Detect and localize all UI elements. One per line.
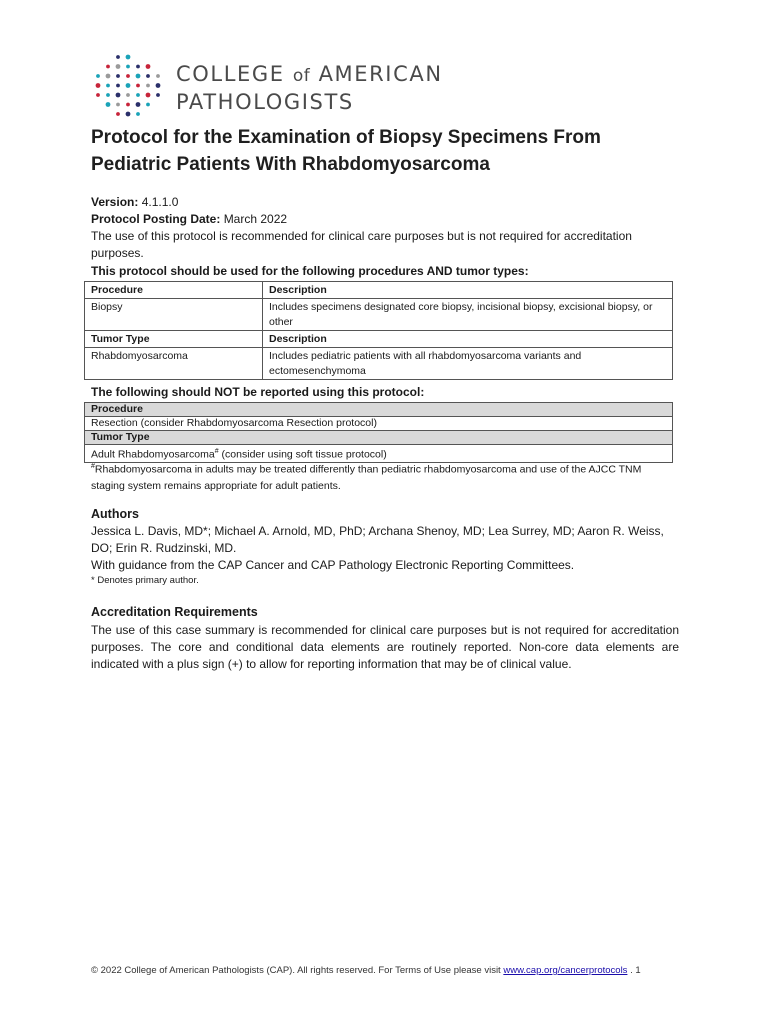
logo-dot <box>146 84 150 88</box>
logo-dot <box>126 103 130 107</box>
table-header-row <box>85 403 673 417</box>
version-value: 4.1.1.0 <box>141 195 179 209</box>
logo-dot <box>146 74 150 78</box>
exclusions-table <box>84 402 673 463</box>
logo-dot <box>116 103 120 107</box>
title-line-2: Pediatric Patients With Rhabdomyosarcoma <box>91 154 490 175</box>
protocol-meta <box>91 194 691 262</box>
exclusion-text: Adult Rhabdomyosarcoma <box>91 448 215 461</box>
posting-date-value: March 2022 <box>223 212 288 226</box>
cap-logo-dots <box>92 52 164 120</box>
logo-dot <box>116 74 120 78</box>
logo-dot <box>106 84 110 88</box>
logo-dot <box>96 83 101 88</box>
table-cell: Rhabdomyosarcoma <box>85 348 263 380</box>
table-row <box>85 299 673 331</box>
procedures-table <box>84 281 673 380</box>
copyright-text: © 2022 College of American Pathologists (CAP). All rights reserved. For Terms of Use please visit <box>91 965 504 976</box>
logo-word-college: COLLEGE <box>176 62 285 86</box>
exclusions-heading: The following should NOT be reported using this protocol: <box>91 385 425 399</box>
header-cell: Procedure <box>85 403 673 417</box>
logo-word-of: of <box>292 66 311 86</box>
logo-dot <box>106 65 110 69</box>
logo-dot <box>146 103 150 107</box>
authors-block <box>91 523 666 588</box>
logo-dot <box>146 93 151 98</box>
logo-dot <box>156 74 160 78</box>
logo-dot <box>116 112 120 116</box>
accreditation-text: The use of this case summary is recommended for clinical care purposes but is not required for accreditation purposes. The core and conditional data elements are routinely reported. Non-core data elements are indicated with a plus sign (+) to allow for reporting information that may be of clinical value. <box>91 623 679 671</box>
header-cell: Procedure <box>85 282 263 299</box>
table-header-row <box>85 331 673 348</box>
logo-dot <box>116 55 120 59</box>
logo-dot <box>126 65 130 69</box>
table-header-row <box>85 431 673 445</box>
exclusion-text-suffix: (consider using soft tissue protocol) <box>218 448 387 461</box>
logo-dot <box>136 84 140 88</box>
logo-word-pathologists: PATHOLOGISTS <box>176 90 354 114</box>
procedures-heading: This protocol should be used for the following procedures AND tumor types: <box>91 264 529 278</box>
logo-dot <box>126 83 131 88</box>
logo-dot <box>136 112 140 116</box>
logo-dot <box>106 102 111 107</box>
logo-dot <box>136 102 141 107</box>
header-cell: Description <box>263 331 673 348</box>
logo-dot <box>96 74 100 78</box>
logo-dot <box>136 74 141 79</box>
footnote <box>91 459 671 494</box>
version-label: Version: <box>91 195 139 209</box>
page-number: . 1 <box>627 965 641 976</box>
logo-dot <box>136 65 140 69</box>
header-cell: Tumor Type <box>85 431 673 445</box>
logo-dot <box>126 93 130 97</box>
logo-word-american: AMERICAN <box>318 62 443 86</box>
cap-logo <box>92 52 472 122</box>
logo-dot <box>126 55 131 60</box>
header-cell: Tumor Type <box>85 331 263 348</box>
footnote-marker: # <box>214 448 219 455</box>
logo-dot <box>116 84 120 88</box>
table-cell: Includes pediatric patients with all rhabdomyosarcoma variants and ectomesenchymoma <box>263 348 673 380</box>
cap-logo-text <box>176 61 443 115</box>
page-footer <box>91 965 691 976</box>
logo-dot <box>146 64 151 69</box>
accreditation-heading: Accreditation Requirements <box>91 605 258 619</box>
logo-dot <box>96 93 100 97</box>
logo-dot <box>116 64 121 69</box>
table-cell: Resection (consider Rhabdomyosarcoma Resection protocol) <box>85 417 673 431</box>
table-cell: Biopsy <box>85 299 263 331</box>
author-names: Jessica L. Davis, MD*; Michael A. Arnold, MD, PhD; Archana Shenoy, MD; Lea Surrey, MD; Aaron R. Weiss, DO; Erin R. Rudzinski, MD. <box>91 524 664 555</box>
title-line-1: Protocol for the Examination of Biopsy Specimens From <box>91 127 601 148</box>
logo-dot <box>126 112 131 117</box>
table-cell: Includes specimens designated core biopsy, incisional biopsy, excisional biopsy, or other <box>263 299 673 331</box>
footnote-marker: # <box>91 463 95 470</box>
logo-dot <box>136 93 140 97</box>
cancer-protocols-link[interactable]: www.cap.org/cancerprotocols <box>503 965 628 976</box>
table-row <box>85 348 673 380</box>
header-cell: Description <box>263 282 673 299</box>
logo-dot <box>106 74 111 79</box>
page-title <box>91 124 711 178</box>
logo-dot <box>106 93 110 97</box>
footnote-text: Rhabdomyosarcoma in adults may be treated differently than pediatric rhabdomyosarcoma and use of the AJCC TNM staging system remains appropriate for adult patients. <box>91 463 642 492</box>
authors-heading: Authors <box>91 507 139 521</box>
posting-date-label: Protocol Posting Date: <box>91 212 221 226</box>
logo-dot <box>116 93 121 98</box>
guidance-note: With guidance from the CAP Cancer and CAP Pathology Electronic Reporting Committees. <box>91 558 575 572</box>
logo-dot <box>156 83 161 88</box>
table-row <box>85 417 673 431</box>
table-header-row <box>85 282 673 299</box>
logo-dot <box>156 93 160 97</box>
usage-note: The use of this protocol is recommended for clinical care purposes but is not required for accreditation purposes. <box>91 229 632 260</box>
primary-author-note: * Denotes primary author. <box>91 575 199 586</box>
logo-dot <box>126 74 130 78</box>
